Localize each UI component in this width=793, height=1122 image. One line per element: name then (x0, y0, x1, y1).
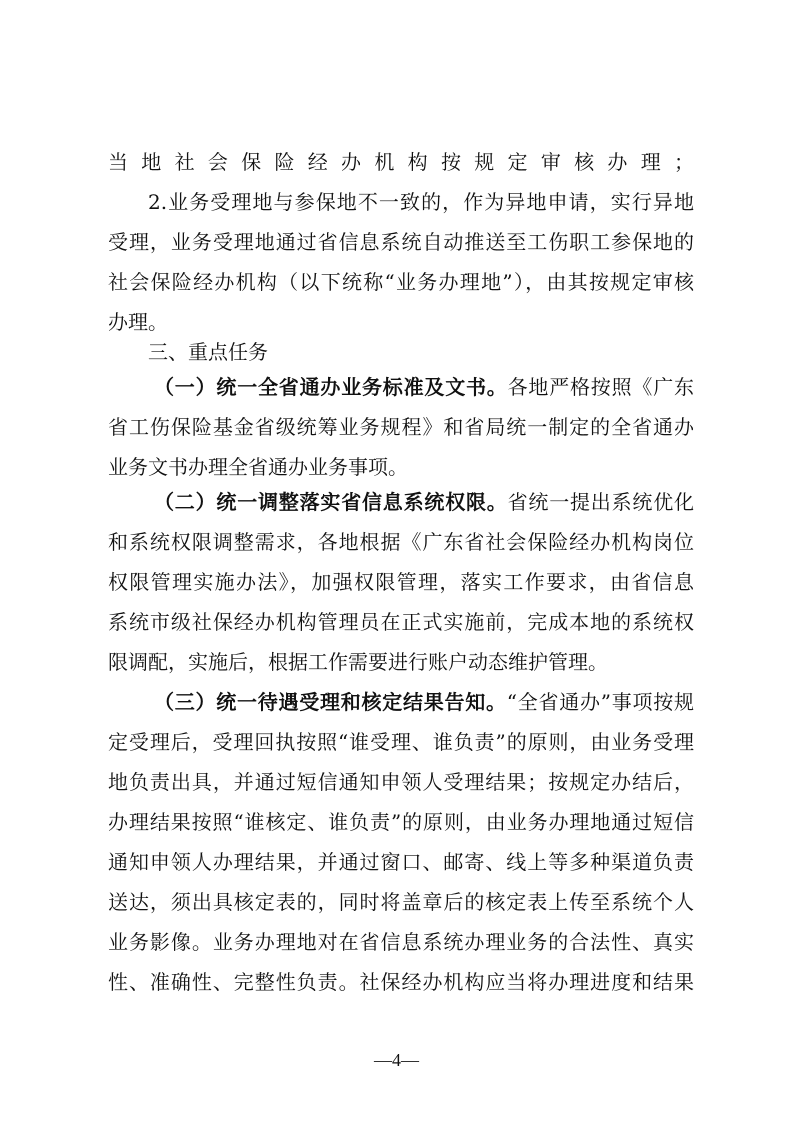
page-number: —4— (374, 1050, 419, 1070)
paragraph-line: 和系统权限调整需求，各地根据《广东省社会保险经办机构岗位 (108, 530, 694, 554)
paragraph-line: 社会保险经办机构（以下统称“业务办理地”），由其按规定审核 (108, 270, 694, 294)
paragraph-line: 当地社会保险经办机构按规定审核办理； (108, 150, 694, 174)
paragraph-line: 办理结果按照“谁核定、谁负责”的原则，由业务办理地通过短信 (108, 810, 694, 834)
paragraph-bold-lead: （二）统一调整落实省信息系统权限。 (154, 490, 508, 514)
paragraph-line: 2.业务受理地与参保地不一致的，作为异地申请，实行异地 (148, 190, 694, 214)
paragraph-line: 送达，须出具核定表的，同时将盖章后的核定表上传至系统个人 (108, 890, 694, 914)
paragraph-line: 办理。 (108, 310, 168, 334)
paragraph-bold-lead: （一）统一全省通办业务标准及文书。 (154, 375, 508, 399)
paragraph-text: 省统一提出系统优化 (507, 490, 694, 514)
paragraph-line: 定受理后，受理回执按照“谁受理、谁负责”的原则，由业务受理 (108, 730, 694, 754)
paragraph-line: 业务文书办理全省通办业务事项。 (108, 455, 408, 479)
paragraph-line: 性、准确性、完整性负责。社保经办机构应当将办理进度和结果 (108, 970, 694, 994)
paragraph-bold-lead: （三）统一待遇受理和核定结果告知。 (154, 690, 507, 714)
paragraph-line: 地负责出具，并通过短信通知申领人受理结果；按规定办结后， (108, 770, 694, 794)
paragraph-line: 权限管理实施办法》，加强权限管理，落实工作要求，由省信息 (108, 570, 694, 594)
paragraph-line: 受理，业务受理地通过省信息系统自动推送至工伤职工参保地的 (108, 230, 694, 254)
paragraph-line: 限调配，实施后，根据工作需要进行账户动态维护管理。 (108, 650, 608, 674)
paragraph-text: 各地严格按照《广东 (507, 375, 694, 399)
paragraph-line (154, 482, 694, 522)
paragraph-line (154, 367, 694, 407)
paragraph-line: 业务影像。业务办理地对在省信息系统办理业务的合法性、真实 (108, 930, 694, 954)
paragraph-line (154, 682, 694, 722)
paragraph-line: 系统市级社保经办机构管理员在正式实施前，完成本地的系统权 (108, 610, 694, 634)
paragraph-line: 通知申领人办理结果，并通过窗口、邮寄、线上等多种渠道负责 (108, 850, 694, 874)
paragraph-line: 省工伤保险基金省级统筹业务规程》和省局统一制定的全省通办 (108, 415, 694, 439)
paragraph-text: “全省通办”事项按规 (506, 690, 694, 714)
section-heading: 三、重点任务 (148, 340, 268, 364)
